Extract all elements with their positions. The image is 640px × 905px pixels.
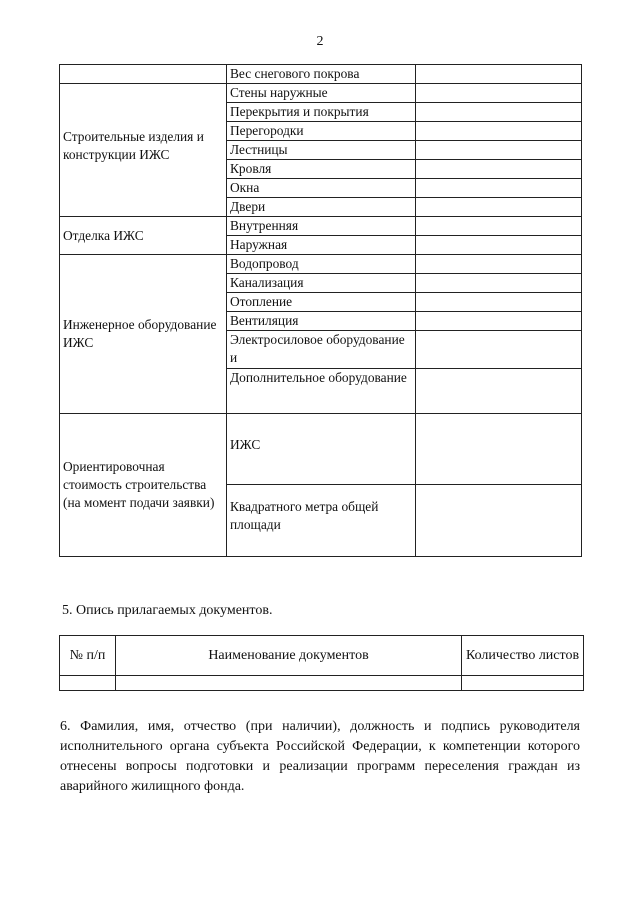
table-cell <box>462 676 584 691</box>
table-row <box>60 676 584 691</box>
table-row <box>60 255 582 274</box>
value-cell <box>416 179 582 198</box>
value-cell <box>416 274 582 293</box>
section-5-title: 5. Опись прилагаемых документов. <box>62 603 273 618</box>
table-row <box>60 84 582 103</box>
finishing-label: Отделка ИЖС <box>60 217 227 255</box>
engineering-label: Инженерное оборудование ИЖС <box>60 255 227 414</box>
value-cell <box>416 198 582 217</box>
value-cell <box>416 369 582 414</box>
table-row-item: Стены наружные <box>227 84 416 103</box>
table-row <box>60 414 582 485</box>
table-row-item: Квадратного метра общей площади <box>227 485 416 557</box>
table-row-item: Внутренняя <box>227 217 416 236</box>
table-row <box>60 217 582 236</box>
table-row-item: ИЖС <box>227 414 416 485</box>
header-number: № п/п <box>60 636 116 676</box>
value-cell <box>416 65 582 84</box>
value-cell <box>416 312 582 331</box>
section-6-paragraph: 6. Фамилия, имя, отчество (при наличии), должность и подпись руководителя исполнительного органа субъекта Российской Федерации, к компетенции которого отнесены вопросы подготовки и реализации программ переселения граждан из аварийного жилищного фонда. <box>60 719 580 794</box>
table-row-item: Дополнительное оборудование <box>227 369 416 414</box>
table-row-item: Окна <box>227 179 416 198</box>
value-cell <box>416 217 582 236</box>
value-cell <box>416 122 582 141</box>
table-row-item: Перегородки <box>227 122 416 141</box>
table-row-item: Двери <box>227 198 416 217</box>
table-header-row <box>60 636 584 676</box>
value-cell <box>416 255 582 274</box>
page-number: 2 <box>316 34 324 49</box>
row-snow-weight: Вес снегового покрова <box>227 65 416 84</box>
table-row-item: Вентиляция <box>227 312 416 331</box>
table-row-item: Лестницы <box>227 141 416 160</box>
table-row <box>60 65 582 84</box>
value-cell <box>416 414 582 485</box>
table-row-item: Перекрытия и покрытия <box>227 103 416 122</box>
table-cell <box>60 65 227 84</box>
value-cell <box>416 485 582 557</box>
table-row-item: Водопровод <box>227 255 416 274</box>
cost-label: Ориентировочная стоимость строительства (на момент подачи заявки) <box>60 414 227 557</box>
construction-characteristics-table <box>59 64 582 557</box>
value-cell <box>416 84 582 103</box>
building-products-label: Строительные изделия и конструкции ИЖС <box>60 84 227 217</box>
value-cell <box>416 141 582 160</box>
header-sheet-count: Количество листов <box>462 636 584 676</box>
value-cell <box>416 331 582 369</box>
documents-inventory-table <box>59 635 584 691</box>
table-row-item: Электросиловое оборудование и <box>227 331 416 369</box>
table-row-item: Наружная <box>227 236 416 255</box>
table-cell <box>60 676 116 691</box>
table-row-item: Отопление <box>227 293 416 312</box>
value-cell <box>416 236 582 255</box>
value-cell <box>416 293 582 312</box>
value-cell <box>416 160 582 179</box>
table-row-item: Кровля <box>227 160 416 179</box>
value-cell <box>416 103 582 122</box>
table-row-item: Канализация <box>227 274 416 293</box>
table-cell <box>116 676 462 691</box>
header-document-name: Наименование документов <box>116 636 462 676</box>
